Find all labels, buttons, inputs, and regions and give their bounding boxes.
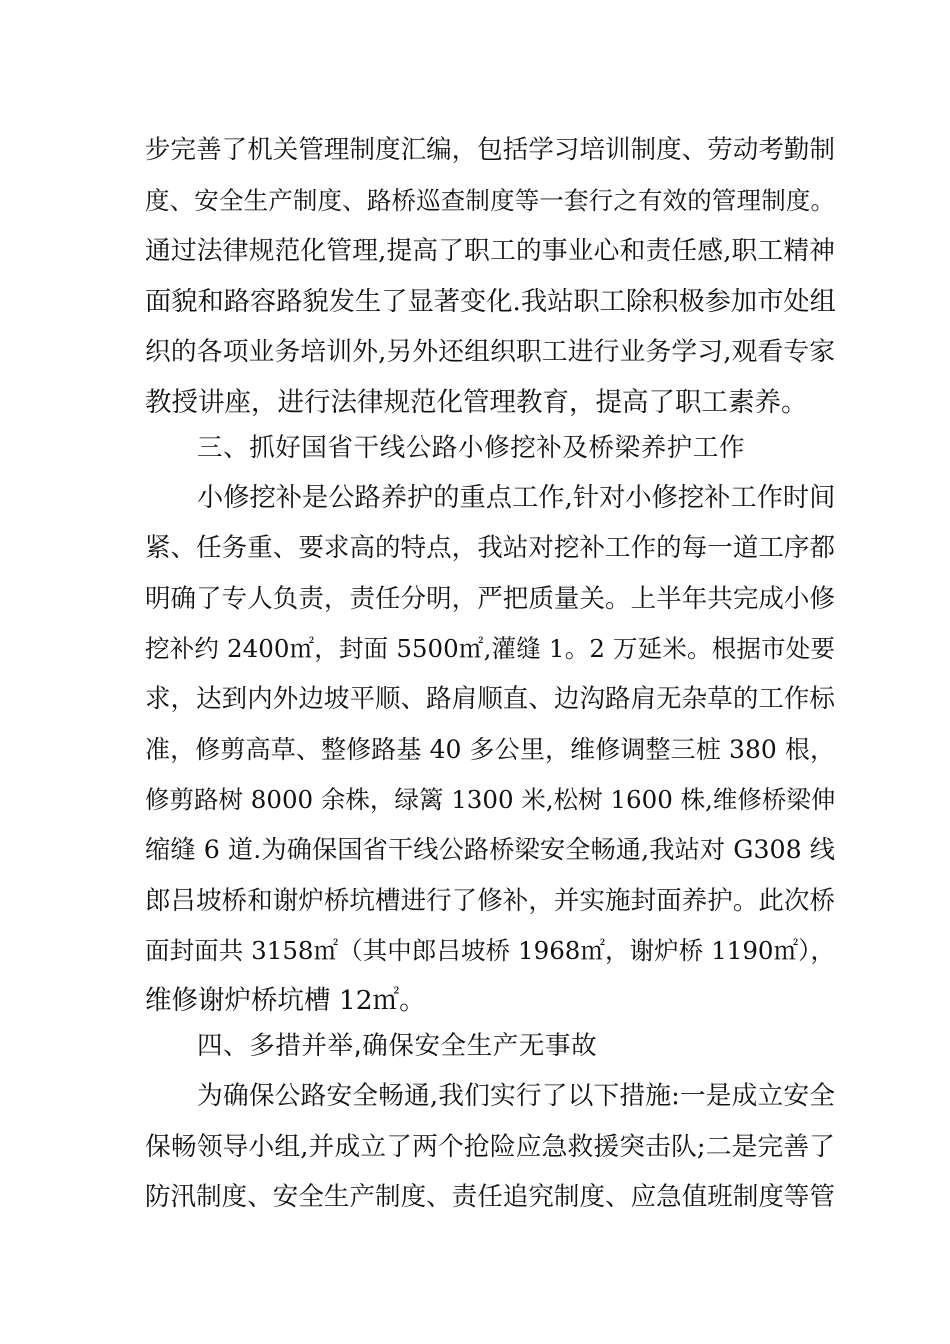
section-3-line-11: 维修谢炉桥坑槽 12㎡。 xyxy=(145,985,426,1016)
section-3-line-8: 缩缝 6 道.为确保国省干线公路桥梁安全畅通,我站对 G308 线 xyxy=(145,835,835,864)
section-3-line-5: 求，达到内外边坡平顺、路肩顺直、边沟路肩无杂草的工作标 xyxy=(145,684,835,714)
section-4-heading: 四、多措并举,确保安全生产无事故 xyxy=(197,1031,598,1061)
paragraph-1-line-1: 步完善了机关管理制度汇编，包括学习培训制度、劳动考勤制 xyxy=(145,135,835,165)
section-4-line-1: 为确保公路安全畅通,我们实行了以下措施:一是成立安全 xyxy=(197,1081,835,1111)
section-3-line-4: 挖补约 2400㎡，封面 5500㎡,灌缝 1。2 万延米。根据市处要 xyxy=(145,634,835,663)
paragraph-1-line-4: 面貌和路容路貌发生了显著变化.我站职工除积极参加市处组 xyxy=(145,287,836,317)
paragraph-1-line-2: 度、安全生产制度、路桥巡查制度等一套行之有效的管理制度。 xyxy=(145,186,835,215)
section-3-line-1: 小修挖补是公路养护的重点工作,针对小修挖补工作时间 xyxy=(197,483,836,513)
section-3-line-9: 郎吕坡桥和谢炉桥坑槽进行了修补，并实施封面养护。此次桥 xyxy=(145,886,835,916)
section-3-line-10: 面封面共 3158㎡（其中郎吕坡桥 1968㎡，谢炉桥 1190㎡）， xyxy=(145,936,835,965)
section-3-line-3: 明确了专人负责，责任分明，严把质量关。上半年共完成小修 xyxy=(145,584,835,614)
section-3-line-7: 修剪路树 8000 余株，绿篱 1300 米,松树 1600 株,维修桥梁伸 xyxy=(145,785,836,814)
section-3-line-6: 准，修剪高草、整修路基 40 多公里，维修调整三桩 380 根， xyxy=(145,735,835,764)
section-3-line-2: 紧、任务重、要求高的特点，我站对挖补工作的每一道工序都 xyxy=(145,533,835,563)
paragraph-1-line-6: 教授讲座，进行法律规范化管理教育，提高了职工素养。 xyxy=(145,387,808,418)
paragraph-1-line-5: 织的各项业务培训外,另外还组织职工进行业务学习,观看专家 xyxy=(145,337,835,367)
section-4-line-3: 防汛制度、安全生产制度、责任追究制度、应急值班制度等管 xyxy=(145,1182,835,1212)
paragraph-1-line-3: 通过法律规范化管理,提高了职工的事业心和责任感,职工精神 xyxy=(145,236,835,266)
section-4-line-2: 保畅领导小组,并成立了两个抢险应急救援突击队;二是完善了 xyxy=(145,1132,835,1162)
section-3-heading: 三、抓好国省干线公路小修挖补及桥梁养护工作 xyxy=(197,433,746,463)
